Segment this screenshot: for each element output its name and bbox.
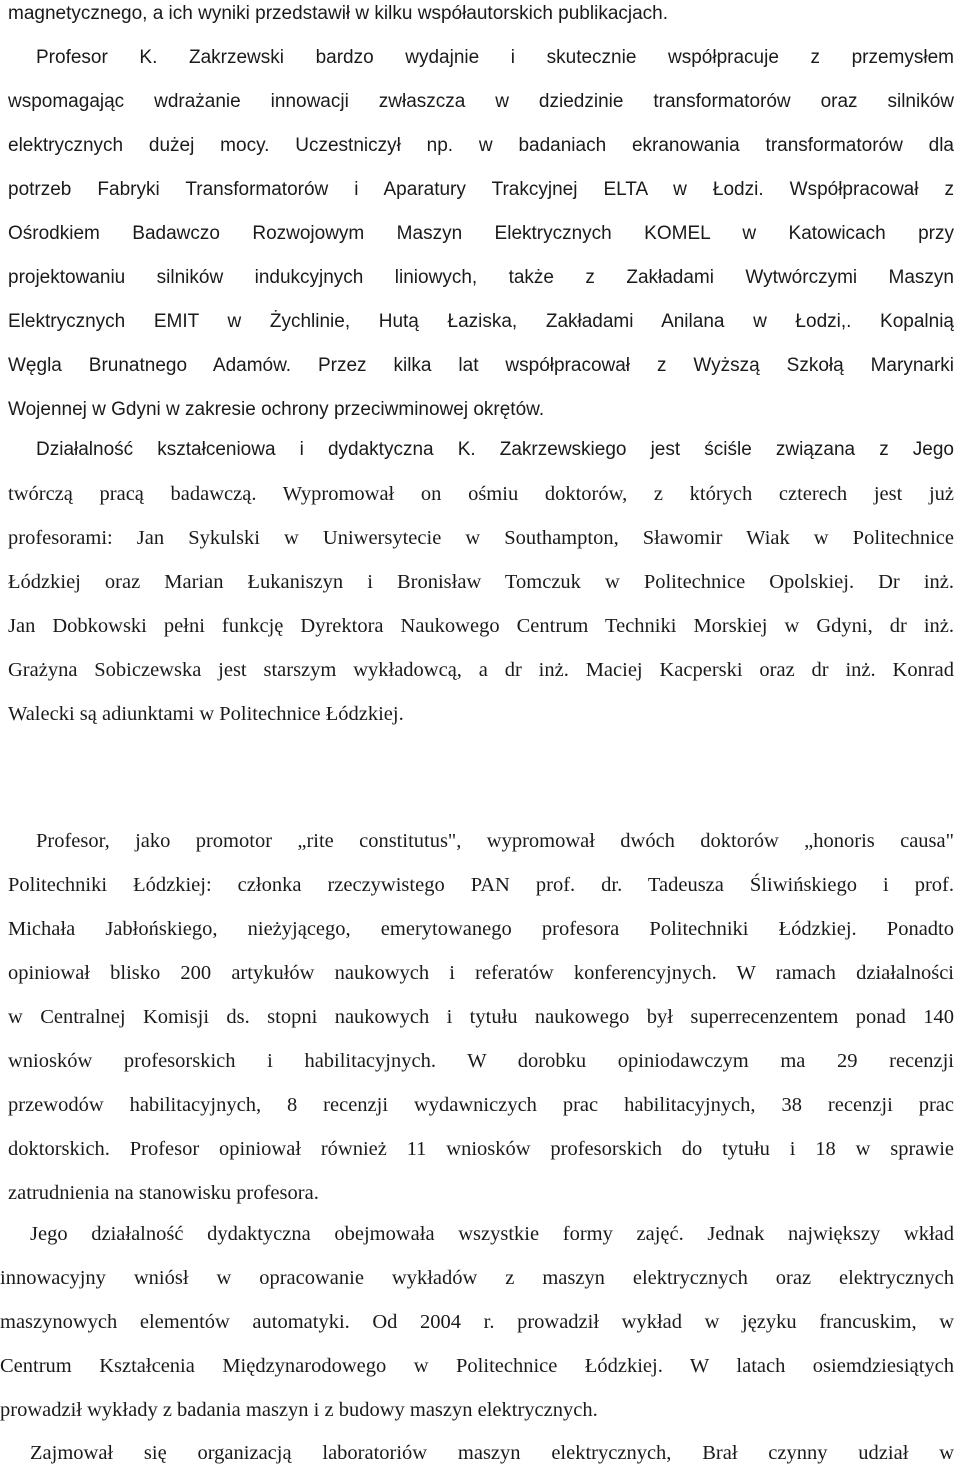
text-line: innowacyjny wniósł w opracowanie wykładów z maszyn elektrycznych oraz elektrycznych [0, 1267, 954, 1289]
text-line: Zajmował się organizacją laboratoriów maszyn elektrycznych, Brał czynny udział w [30, 1442, 954, 1464]
text-line: opiniował blisko 200 artykułów naukowych i referatów konferencyjnych. W ramach działalności [8, 962, 954, 984]
text-line: wspomagając wdrażanie innowacji zwłaszcza w dziedzinie transformatorów oraz silników [8, 91, 954, 112]
text-line: przewodów habilitacyjnych, 8 recenzji wydawniczych prac habilitacyjnych, 38 recenzji prac [8, 1094, 954, 1116]
text-line: w Centralnej Komisji ds. stopni naukowych i tytułu naukowego był superrecenzentem ponad 140 [8, 1006, 954, 1028]
text-line: Ośrodkiem Badawczo Rozwojowym Maszyn Elektrycznych KOMEL w Katowicach przy [8, 223, 954, 244]
text-line: maszynowych elementów automatyki. Od 2004 r. prowadził wykład w języku francuskim, w [0, 1311, 954, 1333]
text-line: Politechniki Łódzkiej: członka rzeczywistego PAN prof. dr. Tadeusza Śliwińskiego i prof. [8, 874, 954, 896]
text-line: Działalność kształceniowa i dydaktyczna K. Zakrzewskiego jest ściśle związana z Jego [36, 439, 954, 460]
paragraph-4 [8, 819, 954, 1215]
text-line: Grażyna Sobiczewska jest starszym wykładowcą, a dr inż. Maciej Kacperski oraz dr inż. Konrad [8, 659, 954, 681]
text-line: profesorami: Jan Sykulski w Uniwersytecie w Southampton, Sławomir Wiak w Politechnice [8, 527, 954, 549]
text-line: Elektrycznych EMIT w Żychlinie, Hutą Łaziska, Zakładami Anilana w Łodzi,. Kopalnią [8, 311, 954, 332]
paragraph-2 [8, 36, 954, 432]
text-line: Łódzkiej oraz Marian Łukaniszyn i Bronisław Tomczuk w Politechnice Opolskiej. Dr inż. [8, 571, 954, 593]
text-line: elektrycznych dużej mocy. Uczestniczył np. w badaniach ekranowania transformatorów dla [8, 135, 954, 156]
text-line: twórczą pracą badawczą. Wypromował on ośmiu doktorów, z których czterech jest już [8, 483, 954, 505]
text-line: Centrum Kształcenia Międzynarodowego w Politechnice Łódzkiej. W latach osiemdziesiątych [0, 1355, 954, 1377]
paragraph-3 [8, 428, 954, 736]
text-line: potrzeb Fabryki Transformatorów i Aparatury Trakcyjnej ELTA w Łodzi. Współpracował z [8, 179, 954, 200]
paragraph-1 [8, 0, 954, 36]
text-line: Węgla Brunatnego Adamów. Przez kilka lat współpracował z Wyższą Szkołą Marynarki [8, 355, 954, 376]
text-line: Profesor K. Zakrzewski bardzo wydajnie i skutecznie współpracuje z przemysłem [36, 47, 954, 68]
text-line: prowadził wykłady z badania maszyn i z budowy maszyn elektrycznych. [0, 1399, 598, 1421]
text-line: Profesor, jako promotor „rite constitutus", wypromował dwóch doktorów „honoris causa" [36, 830, 954, 852]
text-line: doktorskich. Profesor opiniował również 11 wniosków profesorskich do tytułu i 18 w sprawie [8, 1138, 954, 1160]
text-line: Wojennej w Gdyni w zakresie ochrony przeciwminowej okrętów. [8, 399, 545, 420]
text-line: Jan Dobkowski pełni funkcję Dyrektora Naukowego Centrum Techniki Morskiej w Gdyni, dr inż. [8, 615, 954, 637]
paragraph-6 [8, 1431, 954, 1470]
text-line: Michała Jabłońskiego, nieżyjącego, emerytowanego profesora Politechniki Łódzkiej. Ponadto [8, 918, 954, 940]
paragraph-5 [0, 1212, 954, 1432]
text-line: Jego działalność dydaktyczna obejmowała wszystkie formy zajęć. Jednak największy wkład [30, 1223, 954, 1245]
text-line: zatrudnienia na stanowisku profesora. [8, 1182, 319, 1204]
text-line: Walecki są adiunktami w Politechnice Łódzkiej. [8, 703, 404, 725]
text-line: wniosków profesorskich i habilitacyjnych. W dorobku opiniodawczym ma 29 recenzji [8, 1050, 954, 1072]
text-line: projektowaniu silników indukcyjnych liniowych, także z Zakładami Wytwórczymi Maszyn [8, 267, 954, 288]
text-line: magnetycznego, a ich wyniki przedstawił w kilku współautorskich publikacjach. [8, 3, 669, 24]
